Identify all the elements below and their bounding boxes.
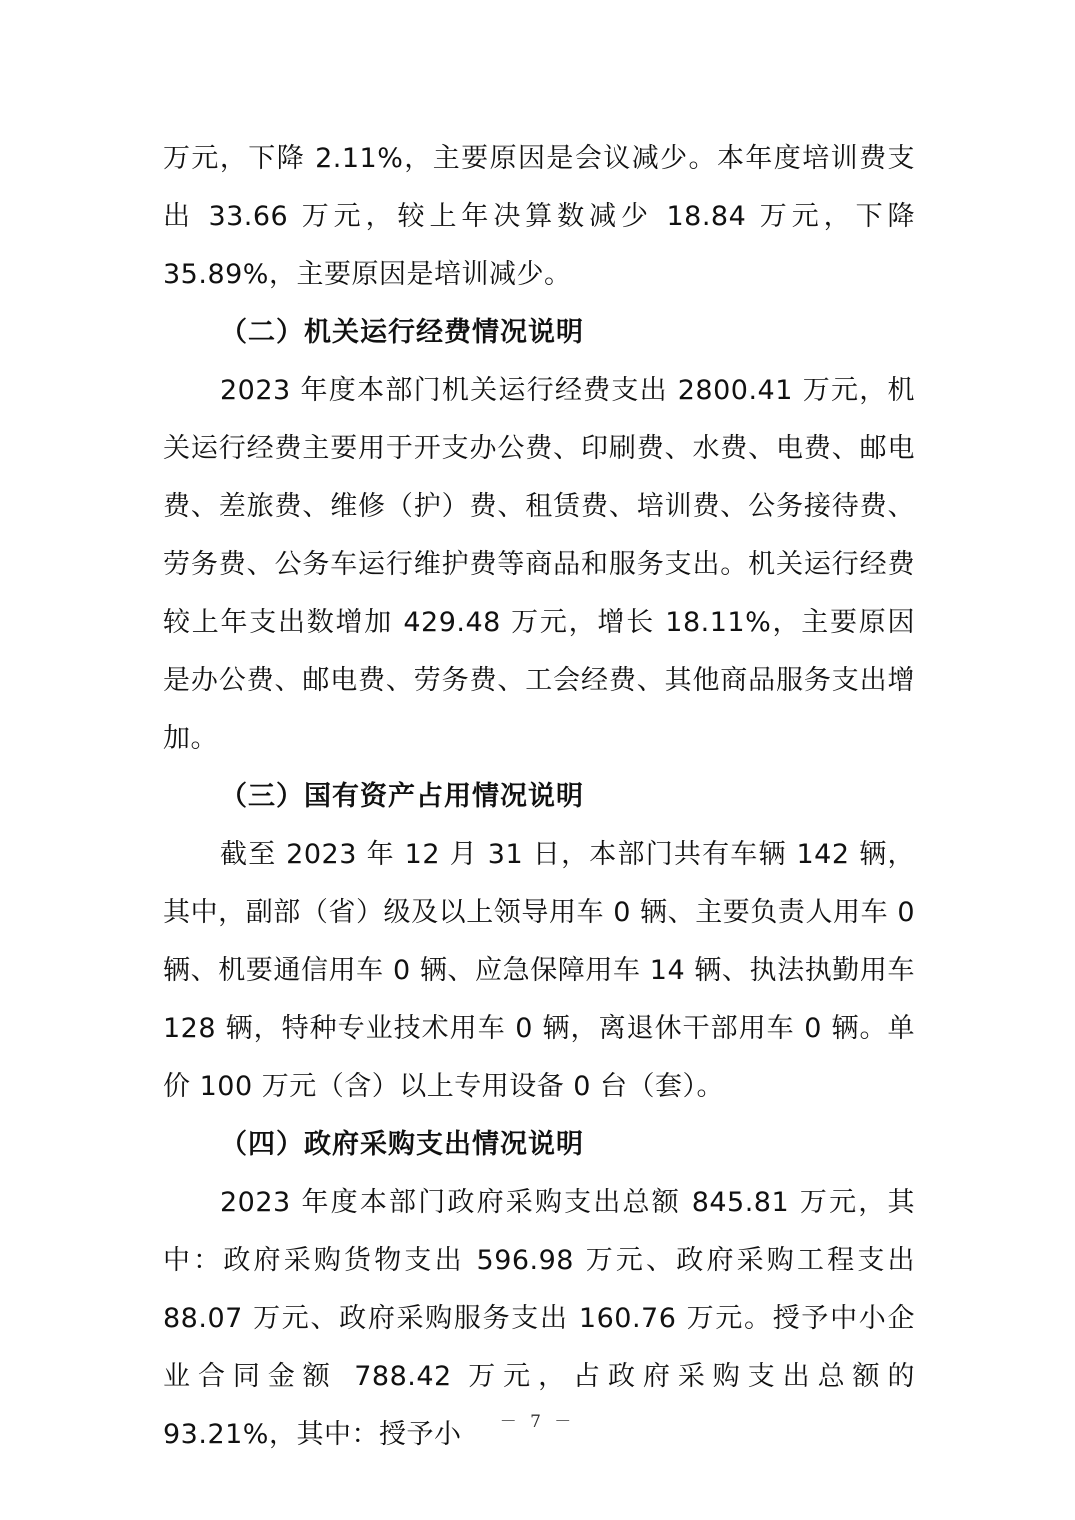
paragraph-operating-expenses: 2023 年度本部门机关运行经费支出 2800.41 万元，机关运行经费主要用于开支办公费、印刷费、水费、电费、邮电费、差旅费、维修（护）费、租赁费、培训费、公务接待费、劳务费、公务车运行维护费等商品和服务支出。机关运行经费较上年支出数增加 429.48 万元，增长 18.11%，主要原因是办公费、邮电费、劳务费、工会经费、其他商品服务支出增加。 [163, 375, 915, 754]
page-number: － 7 － [499, 1412, 576, 1432]
paragraph-government-procurement: 2023 年度本部门政府采购支出总额 845.81 万元，其中：政府采购货物支出 596.98 万元、政府采购工程支出 88.07 万元、政府采购服务支出 160.76 万元。授予中小企业合同金额 788.42 万元，占政府采购支出总额的 93.21%，其中：授予小 [163, 1187, 915, 1450]
section-heading-government-procurement: （四）政府采购支出情况说明 [220, 1129, 584, 1160]
document-body [163, 130, 915, 1464]
paragraph-training-expense-continuation: 万元，下降 2.11%，主要原因是会议减少。本年度培训费支出 33.66 万元，较上年决算数减少 18.84 万元，下降 35.89%，主要原因是培训减少。 [163, 143, 915, 290]
section-heading-state-assets: （三）国有资产占用情况说明 [220, 781, 584, 812]
paragraph-state-assets: 截至 2023 年 12 月 31 日，本部门共有车辆 142 辆，其中，副部（省）级及以上领导用车 0 辆、主要负责人用车 0 辆、机要通信用车 0 辆、应急保障用车 14 辆、执法执勤用车 128 辆，特种专业技术用车 0 辆，离退休干部用车 0 辆。单价 100 万元（含）以上专用设备 0 台（套）。 [163, 839, 915, 1102]
section-heading-operating-expenses: （二）机关运行经费情况说明 [220, 317, 584, 348]
